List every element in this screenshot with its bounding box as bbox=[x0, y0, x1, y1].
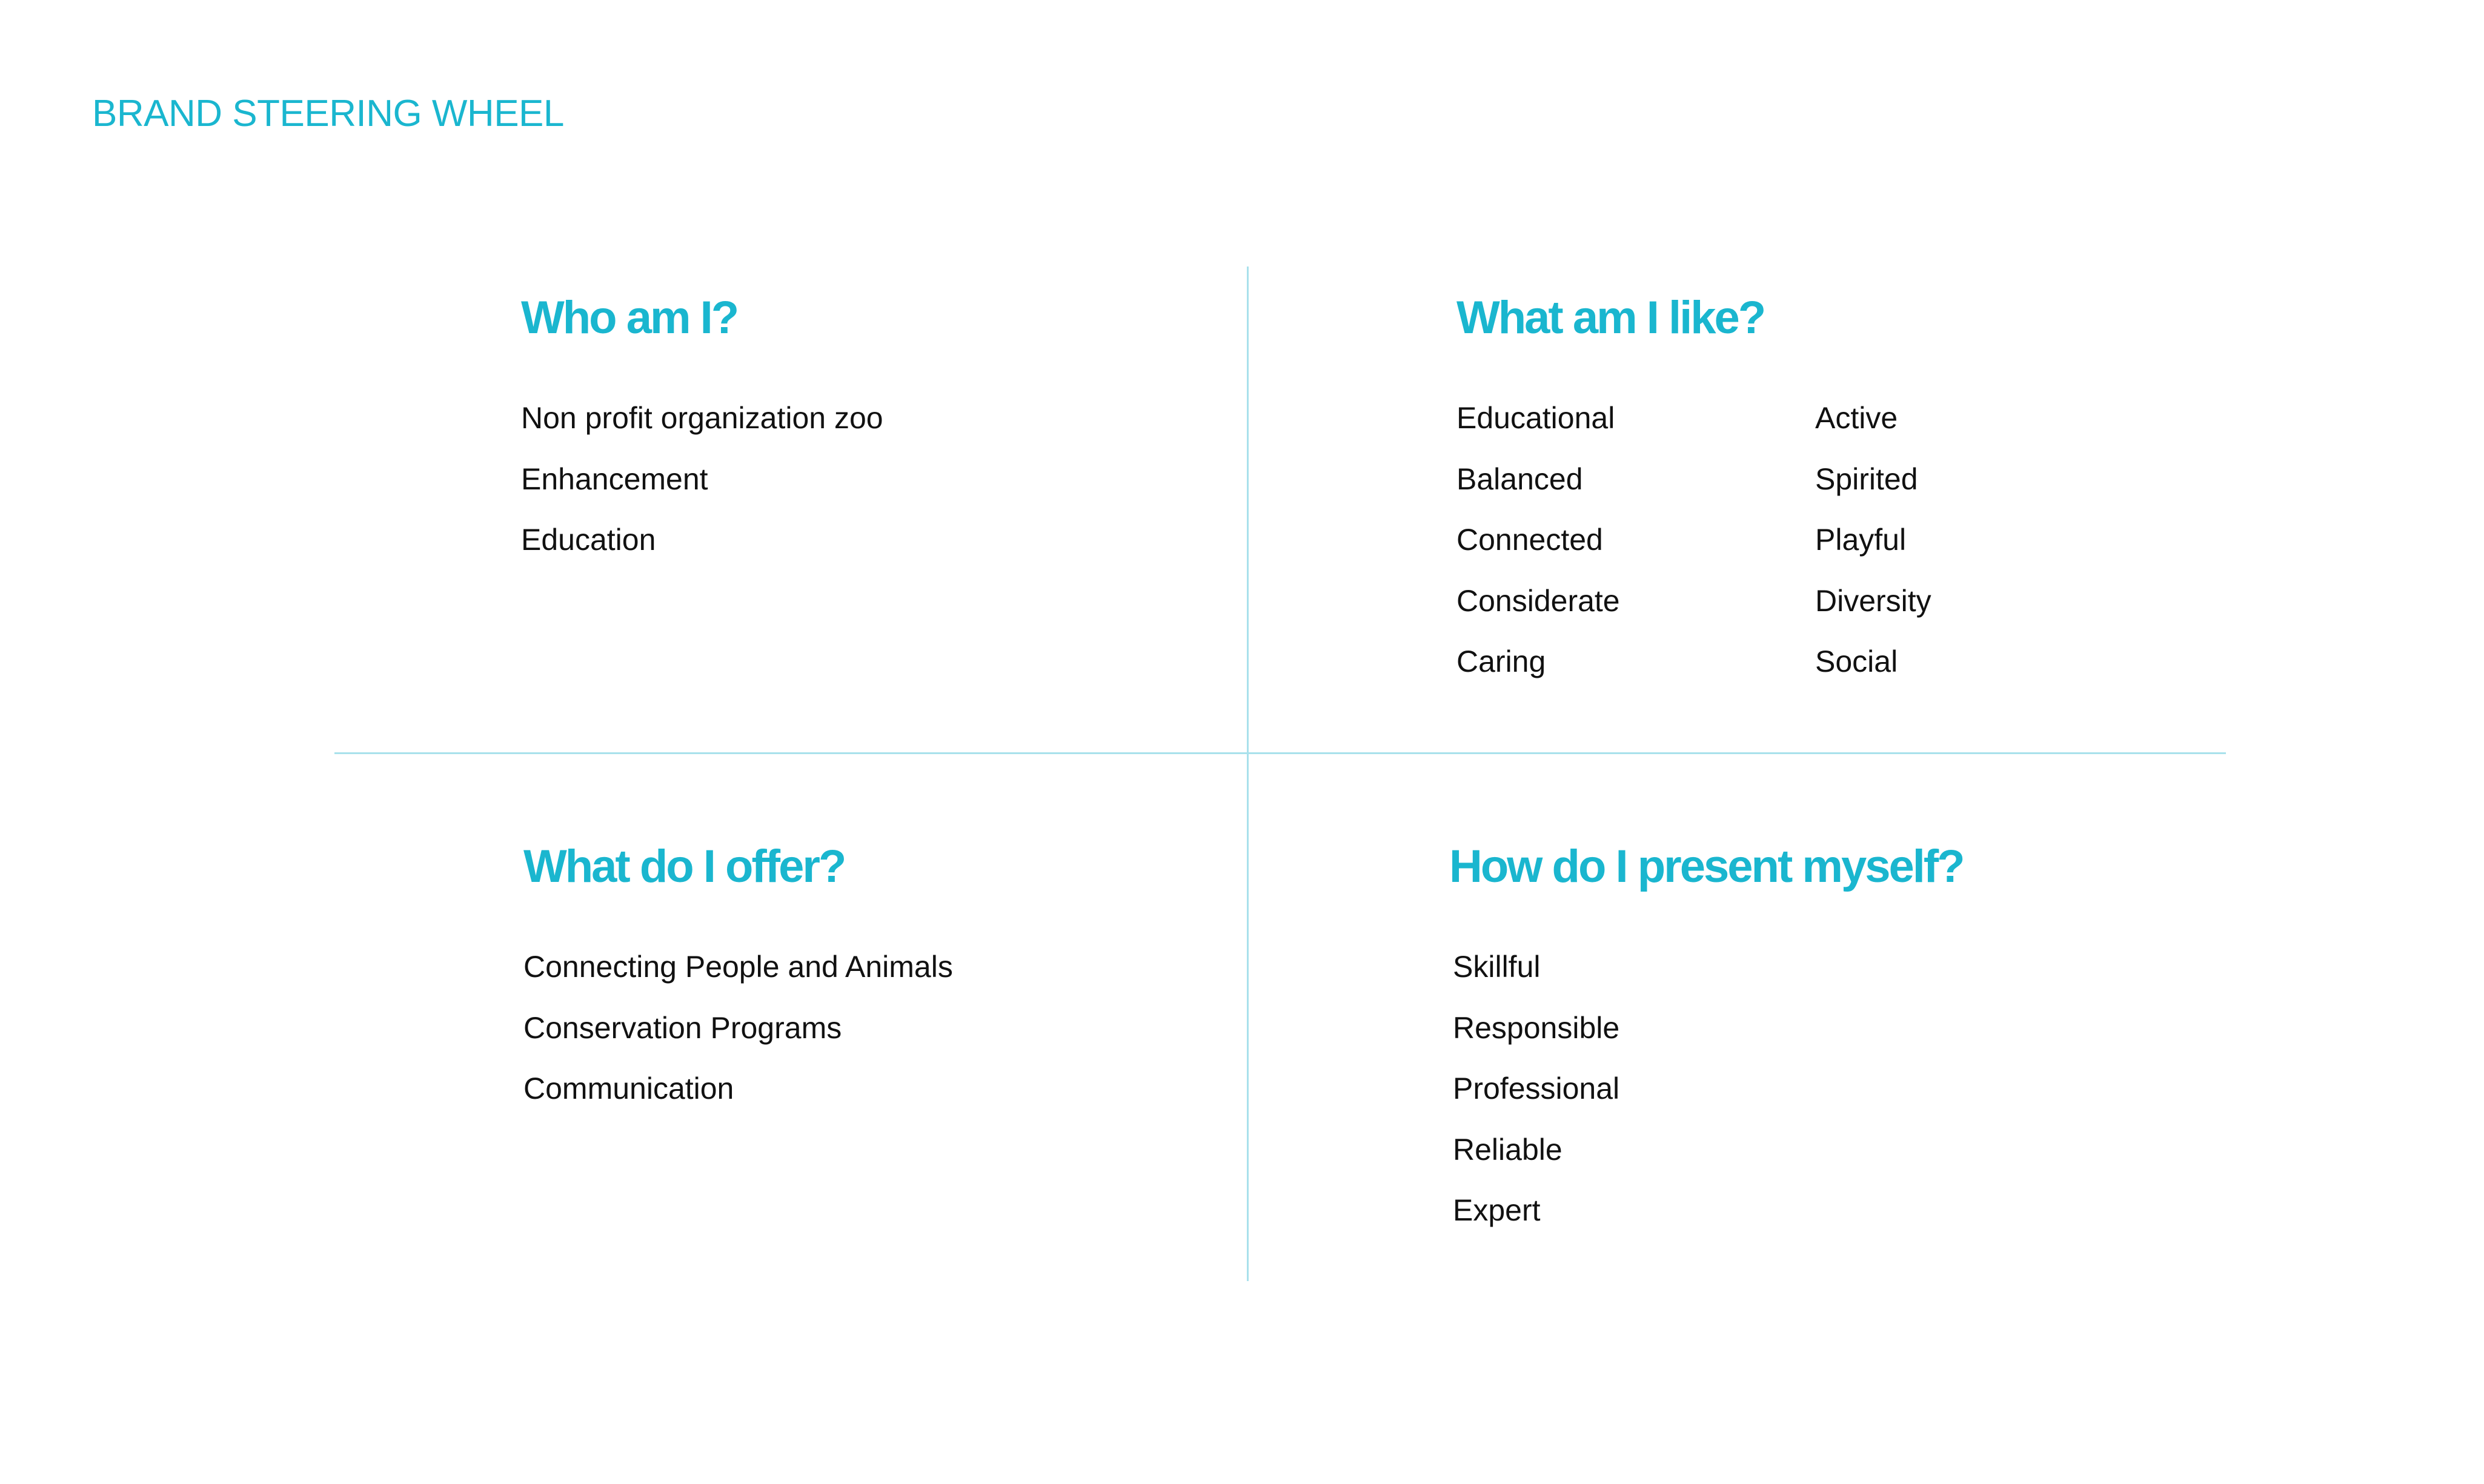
list-item: Responsible bbox=[1453, 1010, 1620, 1045]
quadrant-who-am-i bbox=[521, 291, 883, 557]
list-item: Spirited bbox=[1815, 462, 1918, 496]
list-item: Skillful bbox=[1453, 950, 1541, 984]
list-item: Conservation Programs bbox=[523, 1010, 842, 1045]
quadrant-list bbox=[1453, 936, 1619, 1241]
quadrant-what-do-i-offer bbox=[523, 840, 953, 1105]
list-item: Social bbox=[1815, 644, 1898, 678]
horizontal-divider bbox=[334, 752, 2226, 754]
quadrant-heading: What do I offer? bbox=[523, 841, 845, 892]
list-item: Reliable bbox=[1453, 1132, 1562, 1167]
list-item: Educational bbox=[1456, 401, 1615, 435]
quadrant-list bbox=[521, 388, 883, 571]
list-item: Connecting People and Animals bbox=[523, 950, 953, 984]
list-item: Non profit organization zoo bbox=[521, 401, 883, 435]
quadrant-how-do-i-present-myself bbox=[1449, 840, 1964, 1227]
list-item: Expert bbox=[1453, 1193, 1541, 1227]
list-item: Connected bbox=[1456, 523, 1603, 557]
quadrant-heading: How do I present myself? bbox=[1449, 841, 1964, 892]
quadrant-heading: What am I like? bbox=[1456, 292, 1765, 343]
quadrant-heading: Who am I? bbox=[521, 292, 738, 343]
page-title: BRAND STEERING WHEEL bbox=[92, 93, 564, 134]
quadrant-list bbox=[523, 936, 953, 1119]
list-item: Playful bbox=[1815, 523, 1907, 557]
quadrant-what-am-i-like bbox=[1456, 291, 1931, 678]
vertical-divider bbox=[1247, 267, 1249, 1281]
list-item: Communication bbox=[523, 1072, 734, 1105]
list-item: Considerate bbox=[1456, 583, 1620, 618]
list-item: Diversity bbox=[1815, 583, 1931, 618]
quadrant-list-column-1 bbox=[1456, 388, 1620, 692]
list-item: Active bbox=[1815, 401, 1898, 435]
list-item: Balanced bbox=[1456, 462, 1583, 496]
list-item: Education bbox=[521, 523, 656, 557]
list-item: Caring bbox=[1456, 644, 1546, 678]
list-item: Enhancement bbox=[521, 462, 708, 496]
quadrant-list-column-2 bbox=[1815, 388, 1931, 692]
list-item: Professional bbox=[1453, 1072, 1620, 1105]
